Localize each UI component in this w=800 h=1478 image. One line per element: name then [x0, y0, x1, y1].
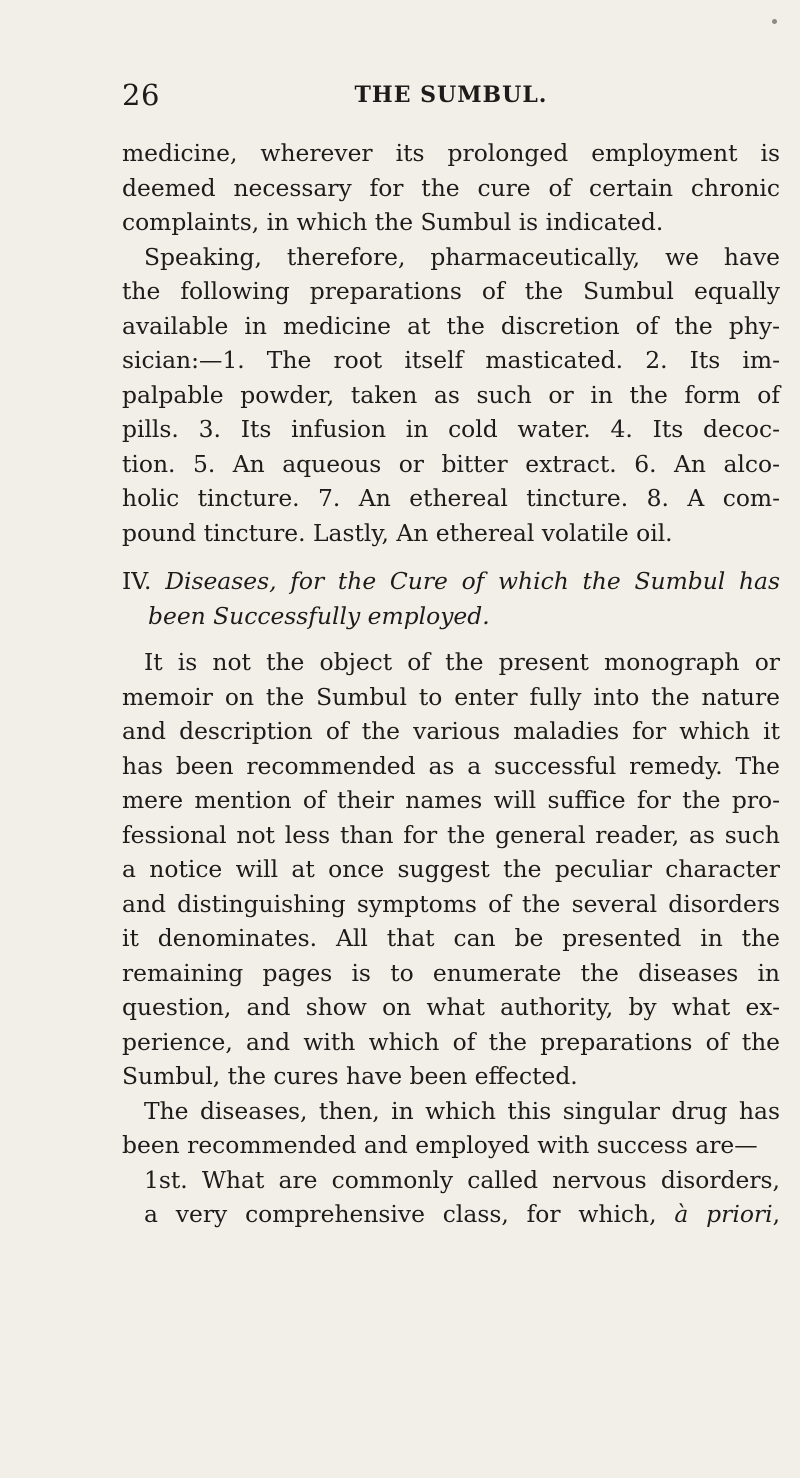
text-line: complaints, in which the Sumbul is indicated.: [122, 208, 664, 236]
text-line: has been recommended as a successful remedy. The: [122, 751, 780, 780]
section-numeral: IV.: [122, 567, 152, 595]
text-line: sician:—1. The root itself masticated. 2. Its im-: [122, 346, 780, 374]
text-line: fessional not less than for the general reader, as such: [122, 820, 780, 849]
text-line: and description of the various maladies for which it: [122, 717, 780, 745]
running-title: THE SUMBUL.: [354, 82, 548, 108]
text-line: available in medicine at the discretion of the phy-: [122, 311, 780, 340]
paragraph-object: [122, 645, 780, 1094]
text-line: It is not the object of the present monograph or: [144, 648, 780, 676]
paragraph-first-class: [122, 1163, 780, 1232]
text-line-part: a very comprehensive class, for which,: [144, 1200, 657, 1228]
text-line: memoir on the Sumbul to enter fully into the nature: [122, 682, 780, 711]
text-line: remaining pages is to enumerate the diseases in: [122, 958, 780, 987]
section-heading-line: [122, 564, 780, 599]
text-line: holic tincture. 7. An ethereal tincture. 8. A com-: [122, 484, 780, 512]
text-line: [122, 1197, 780, 1232]
paragraph-diseases: [122, 1094, 780, 1163]
text-line: a notice will at once suggest the peculiar character: [122, 855, 780, 883]
section-title-part2: been Successfully employed.: [148, 601, 490, 630]
text-line: deemed necessary for the cure of certain chronic: [122, 173, 780, 202]
text-line: perience, and with which of the preparations of the: [122, 1027, 780, 1056]
paragraph-continuation: [122, 136, 780, 240]
text-line: and distinguishing symptoms of the several disorders: [122, 889, 780, 918]
text-line: pills. 3. Its infusion in cold water. 4. Its decoc-: [122, 415, 780, 443]
text-line: been recommended and employed with success are—: [122, 1131, 758, 1159]
running-head: [122, 78, 780, 118]
text-line: Sumbul, the cures have been effected.: [122, 1062, 578, 1090]
italic-phrase: à priori: [674, 1200, 773, 1228]
text-line: pound tincture. Lastly, An ethereal volatile oil.: [122, 518, 673, 547]
text-line: it denominates. All that can be presented in the: [122, 924, 780, 952]
text-line: Speaking, therefore, pharmaceutically, we have: [144, 242, 780, 271]
paragraph-preparations: [122, 240, 780, 551]
paper-speck: [772, 19, 777, 24]
text-line: the following preparations of the Sumbul equally: [122, 277, 780, 305]
text-line: medicine, wherever its prolonged employment is: [122, 139, 780, 167]
trailing-comma: ,: [772, 1200, 780, 1228]
text-line: The diseases, then, in which this singular drug has: [144, 1096, 780, 1125]
text-line: tion. 5. An aqueous or bitter extract. 6. An alco-: [122, 449, 780, 478]
section-title-part1: Diseases, for the Cure of which the Sumbul has: [165, 567, 780, 595]
body-text: [122, 136, 780, 1232]
text-line: palpable powder, taken as such or in the form of: [122, 380, 780, 409]
text-line: mere mention of their names will suffice for the pro-: [122, 786, 780, 814]
page-number: 26: [122, 78, 160, 112]
text-line: 1st. What are commonly called nervous disorders,: [144, 1165, 780, 1194]
text-line: question, and show on what authority, by what ex-: [122, 993, 780, 1021]
section-heading: [122, 564, 780, 633]
